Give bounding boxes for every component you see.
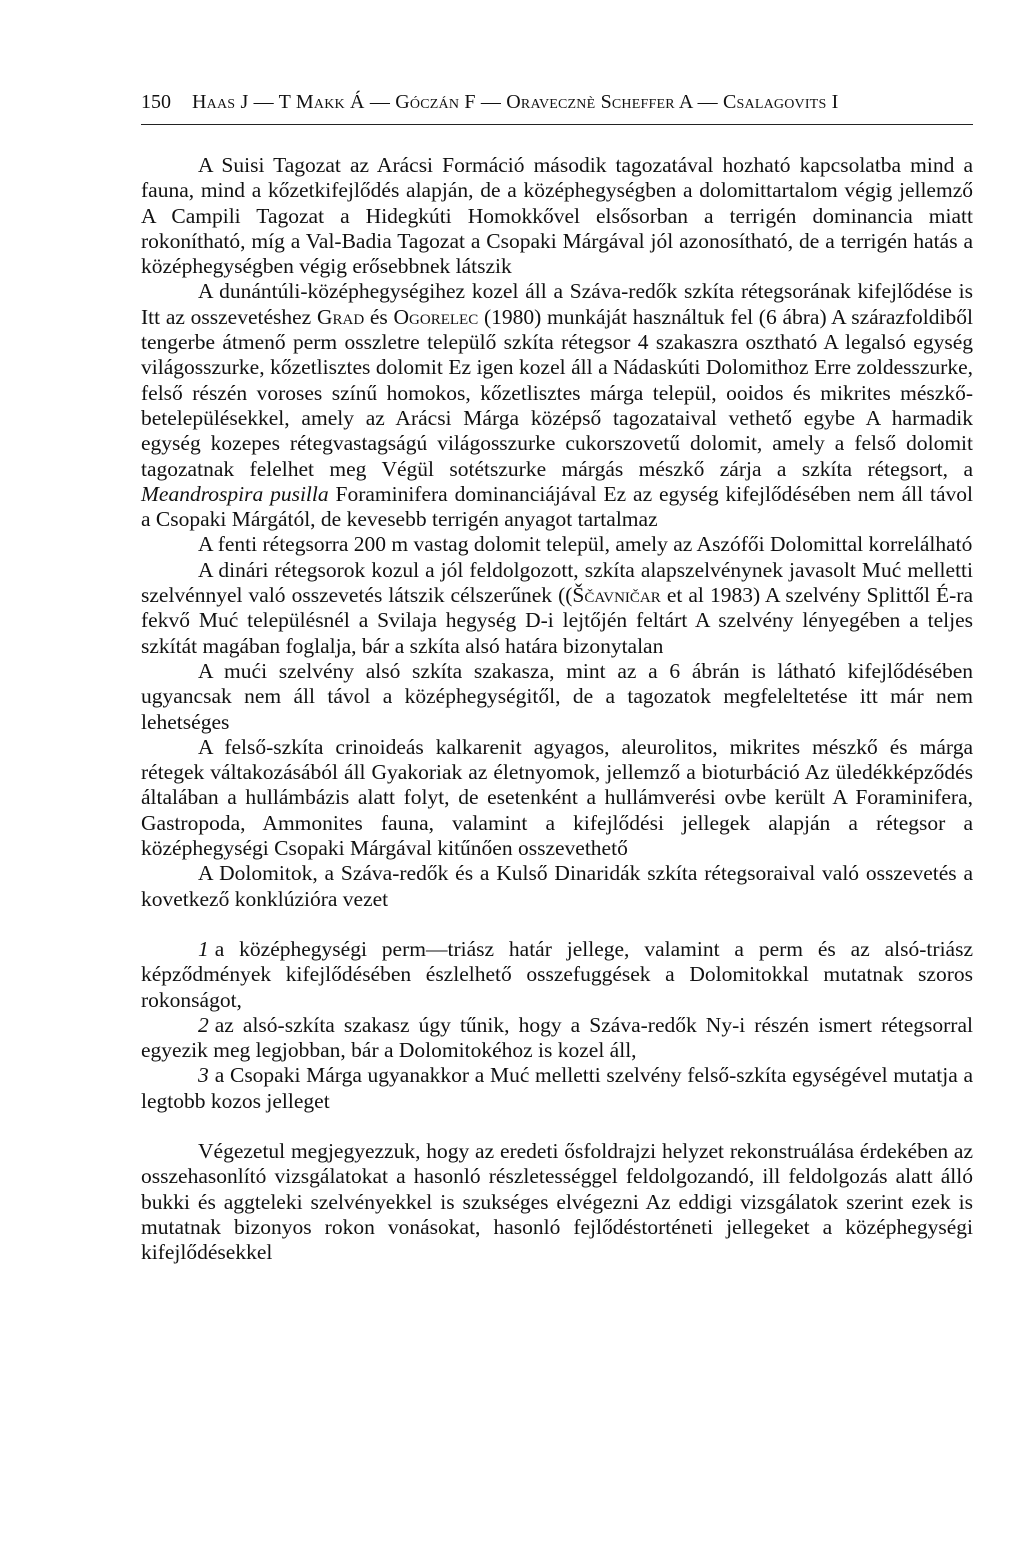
paragraph-1: A Suisi Tagozat az Arácsi Formáció második tagozatával hozható kapcsolatba mind a fauna, mind a kőzetkifejlődés alapján, de a középhegységben a dolomittartalom végig jellemző A Campili Tagozat a Hidegkúti Homokkővel elsősorban a terrigén dominancia miatt rokonítható, míg a Val-Badia Tagozat a Csopaki Márgával jól azonosítható, de a terrigén hatás a középhegységben végig erősebbnek látszik [141,153,973,279]
article-body [141,153,973,1265]
paragraph-4-part-a: A dinári rétegsorok kozul a jól feldolgozott, szkíta alapszelvénynek javasolt Muć melletti szelvénnyel való osszevetés látszik célszerűnek (( [141,557,973,608]
paragraph-4-part-b: et al 1983) A szelvény Splittől É-ra fekvő Muć településnél a Svilaja hegység D-i lejtőjén feltárt A szelvény lényegében a teljes szkítát magában foglalja, bár a szkíta alsó határa bizonytalan [141,583,974,658]
running-header [141,90,973,114]
paragraph-4 [141,558,973,659]
paragraph-2-part-d: Foraminifera dominanciájával Ez az egység kifejlődésében nem áll távol a Csopaki Márgától, de kevesebb terrigén anyagot tartalmaz [141,481,973,532]
paragraph-6: A felső-szkíta crinoideás kalkarenit agyagos, aleurolitos, mikrites mészkő és márga rétegek váltakozásából áll Gyakoriak az életnyomok, jellemző a bioturbáció Az üledékképződés általában a hullámbázis alatt folyt, de esetenként a hullámverési ovbe került A Foraminifera, Gastropoda, Ammonites fauna, valamint a kifejlődési jellegek alapján a rétegsor a középhegységi Csopaki Márgával kitűnően osszevethető [141,734,973,861]
paragraph-3: A fenti rétegsorra 200 m vastag dolomit települ, amely az Aszófői Dolomittal korrelálható [198,532,973,557]
conclusion-item-3 [141,1063,973,1114]
conclusion-item-1 [141,937,973,1013]
paragraph-2-part-c: (1980) munkáját használtuk fel (6 ábra) A szárazfoldiből tengerbe átmenő perm osszletre települő szkíta rétegsor 4 szakaszra osztható A legalsó egység világosszurke, kőzetlisztes dolomit Ez igen kozel áll a Nádaskúti Dolomithoz Erre zoldesszurke, felső részén voroses színű homokos, kőzetlisztes márga települ, ooidos és mikrites mészkő-betelepülésekkel, amely az Arácsi Márga középső tagozataival vethető egybe A harmadik egység kozepes rétegvastagságú világosszurke cukorszovetű dolomit, amely a felső dolomit tagozatnak felelhet meg Végül sotétszurke márgás mészkő zárja a szkíta rétegsort, a [141,304,973,481]
conclusion-text: a Csopaki Márga ugyanakkor a Muć melletti szelvény felső-szkíta egységével mutatja a legtobb kozos jelleget [141,1063,973,1113]
paragraph-2-part-b: és [364,304,394,329]
conclusion-text: az alsó-szkíta szakasz úgy tűnik, hogy a Száva-redők Ny-i részén ismert rétegsorral egyezik meg legjobban, bár a Dolomitokéhoz is kozel áll, [141,1012,973,1063]
conclusion-number: 2 [198,1012,209,1037]
header-authors: Haas J — T Makk Á — Góczán F — Oravecznè Scheffer A — Csalagovits I [192,91,839,113]
spacer [141,912,973,937]
paragraph-7: A Dolomitok, a Száva-redők és a Kulső Dinaridák szkíta rétegsoraival való osszevetés a kovetkező konklúzióra vezet [141,861,973,911]
paragraph-2 [141,279,973,532]
paragraph-5: A mući szelvény alsó szkíta szakasza, mint az a 6 ábrán is látható kifejlődésében ugyancsak nem áll távol a középhegységitől, de a tagozatok megfeleltetése itt már nem lehetséges [141,658,973,734]
conclusion-number: 3 [198,1063,209,1088]
page-number: 150 [141,91,171,113]
conclusion-number: 1 [198,936,209,961]
header-rule [141,124,973,125]
closing-paragraph: Végezetul megjegyezzuk, hogy az eredeti ősfoldrajzi helyzet rekonstruálása érdekében az osszehasonlító vizsgálatokat a hasonló részletességgel feldolgozandó, ill feldolgozás alatt álló bukki és aggteleki szelvényekkel is szukséges elvégezni Az eddigi vizsgálatok szerint ezek is mutatnak bizonyos rokon vonásokat, hasonló fejlődéstorténeti jellegeket a középhegységi kifejlődésekkel [141,1138,973,1265]
paragraph-2-part-a: A dunántúli-középhegységihez kozel áll a Száva-redők szkíta rétegsorának kifejlődése is Itt az osszevetéshez [141,279,973,329]
species-name-italic: Meandrospira pusilla [141,481,329,506]
citation-author-scavnicar: Ščavničar [572,583,661,608]
conclusion-item-2 [141,1013,973,1064]
conclusion-text: a középhegységi perm—triász határ jellege, valamint a perm és az alsó-triász képződmények kifejlődésében észlelhető osszefuggések a Dolomitokkal mutatnak szoros rokonságot, [141,936,973,1012]
citation-author-ogorelec: Ogorelec [393,304,479,329]
spacer [141,1114,973,1139]
citation-author-grad: Grad [316,304,365,329]
